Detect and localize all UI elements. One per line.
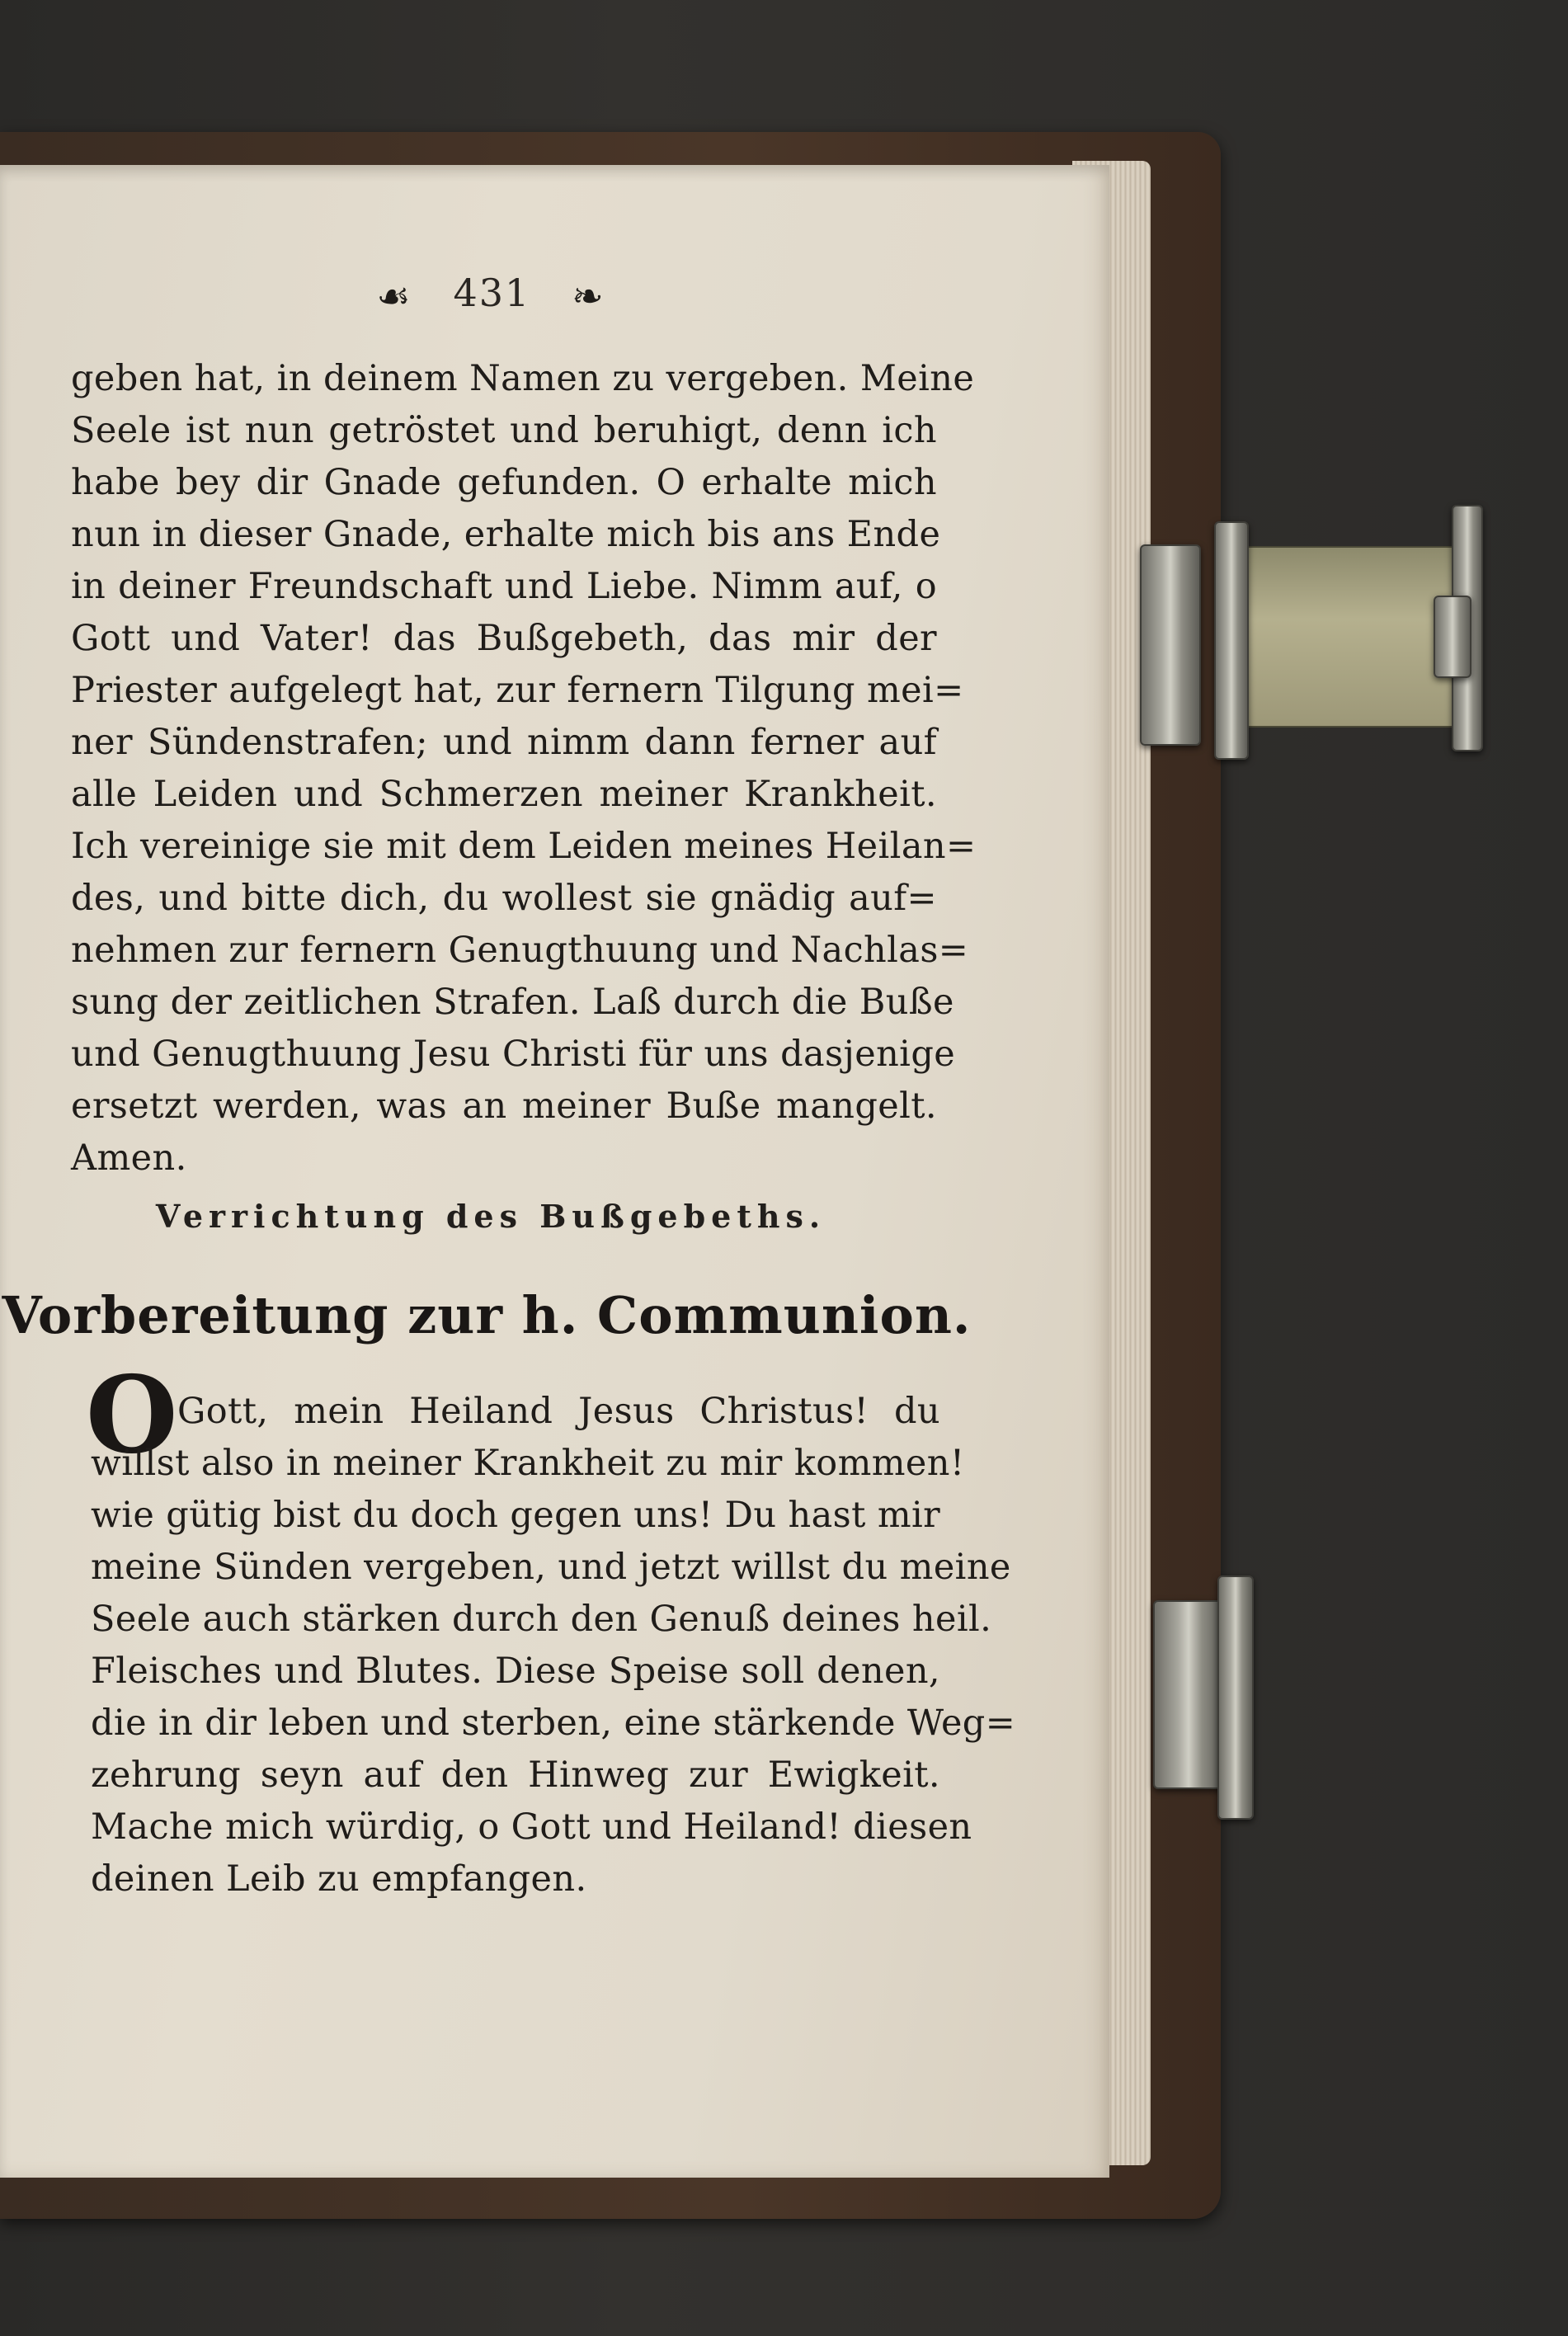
text-line: Seele ist nun getröstet und beruhigt, denn ich [71,410,937,451]
upper-clasp-hinge [1140,544,1201,746]
text-line: alle Leiden und Schmerzen meiner Krankheit. [71,774,937,815]
text-line: Mache mich würdig, o Gott und Heiland! diesen [91,1806,972,1848]
book-page [0,165,1109,2178]
text-line: des, und bitte dich, du wollest sie gnädig auf= [71,878,937,919]
text-line: sung der zeitlichen Strafen. Laß durch die Buße [71,982,954,1023]
text-line: Fleisches und Blutes. Diese Speise soll denen, [91,1651,940,1692]
text-line: die in dir leben und sterben, eine stärkende Weg= [91,1703,1016,1744]
fleuron-right-icon: ❧ [572,274,605,318]
text-line: Amen. [71,1137,187,1179]
text-line: zehrung seyn auf den Hinweg zur Ewigkeit. [91,1754,940,1796]
text-line: habe bey dir Gnade gefunden. O erhalte mich [71,462,937,503]
drop-capital: O [86,1354,178,1477]
text-line: in deiner Freundschaft und Liebe. Nimm auf, o [71,566,937,607]
text-line: wie gütig bist du doch gegen uns! Du hast mir [91,1495,941,1536]
text-line: Ich vereinige sie mit dem Leiden meines Heilan= [71,826,977,867]
text-line: meine Sünden vergeben, und jetzt willst du meine [91,1547,1011,1588]
prayer-paragraph-2 [91,1386,1016,1905]
text-line: Seele auch stärken durch den Genuß deines heil. [91,1599,992,1640]
lower-clasp-hinge [1153,1600,1224,1789]
page-header [0,271,982,318]
section-heading: Vorbereitung zur h. Communion. [2,1285,972,1345]
text-line: ner Sündenstrafen; und nimm dann ferner auf [71,722,937,763]
text-line: Gott und Vater! das Bußgebeth, das mir der [71,618,937,659]
upper-clasp-pin [1214,521,1249,760]
rubric-instruction: Verrichtung des Bußgebeths. [155,1198,826,1235]
text-line: willst also in meiner Krankheit zu mir kommen! [91,1443,965,1484]
upper-clasp-bar [1434,596,1471,678]
text-line: geben hat, in deinem Namen zu vergeben. Meine [71,358,975,399]
text-line: ersetzt werden, was an meiner Buße mangelt. [71,1086,937,1127]
text-line: und Genugthuung Jesu Christi für uns dasjenige [71,1034,956,1075]
prayer-paragraph-1 [71,353,977,1184]
text-line: deinen Leib zu empfangen. [91,1858,587,1900]
text-line: Priester aufgelegt hat, zur fernern Tilgung mei= [71,670,964,711]
page-number: 431 [453,271,531,315]
text-line: nun in dieser Gnade, erhalte mich bis ans Ende [71,514,941,555]
text-line: Gott, mein Heiland Jesus Christus! du [177,1391,940,1432]
text-line: nehmen zur fernern Genugthuung und Nachlas= [71,930,969,971]
lower-clasp-pin [1217,1575,1254,1820]
fleuron-left-icon: ☙ [376,274,412,318]
